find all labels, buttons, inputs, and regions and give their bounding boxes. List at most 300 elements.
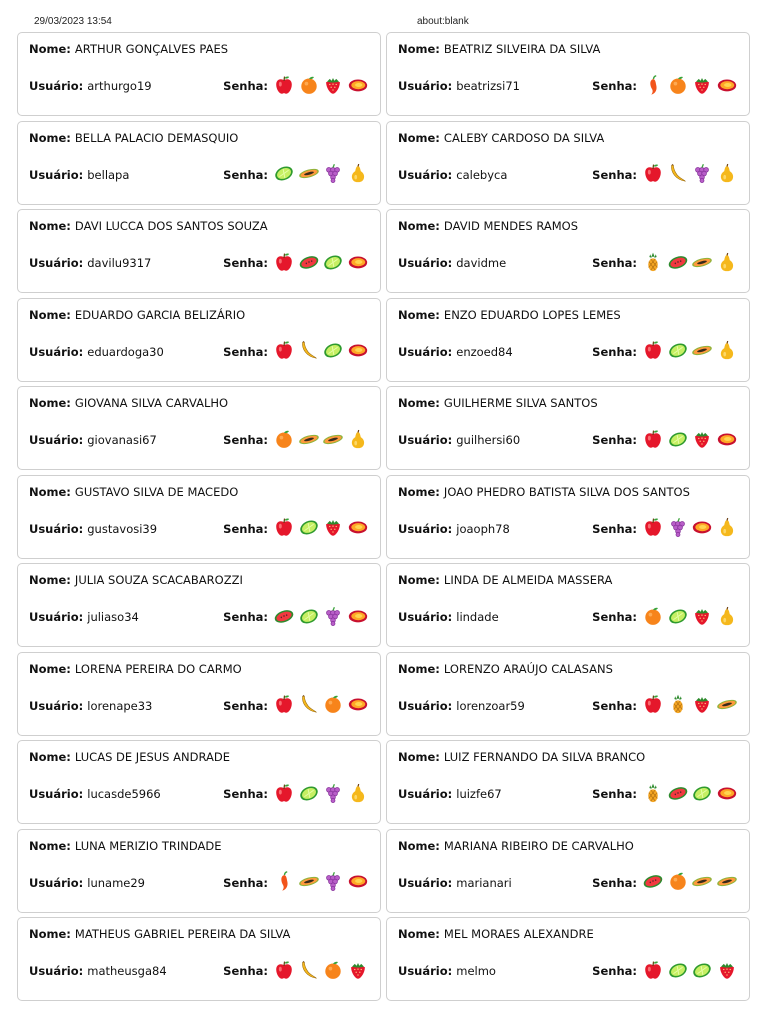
student-username: giovanasi67 [87,433,157,447]
student-name: MATHEUS GABRIEL PEREIRA DA SILVA [74,927,291,941]
pear-icon [715,161,740,185]
password-label: Senha: [592,433,637,447]
papaya-icon [690,250,715,274]
student-name: MEL MORAES ALEXANDRE [443,927,594,941]
name-row [29,131,372,145]
password-label: Senha: [592,875,637,890]
user-row [398,964,496,978]
student-username: lindade [456,610,499,624]
student-name: JOAO PHEDRO BATISTA SILVA DOS SANTOS [443,484,690,499]
papaya-icon [715,692,740,716]
user-row [398,522,510,536]
password-label: Senha: [223,964,268,978]
user-row [29,876,145,890]
strawberry-icon [690,427,715,451]
password-fruits [272,250,370,277]
print-datetime: 29/03/2023 13:54 [34,16,112,27]
student-username: lorenzoar59 [456,698,525,713]
student-card [386,475,750,559]
student-username: luname29 [87,875,145,890]
orange-icon [641,604,666,628]
password-label: Senha: [592,256,637,270]
orange-icon [321,958,346,982]
apple-icon [272,338,297,362]
password-row [223,604,370,630]
password-row [592,339,739,365]
orange-icon [666,73,691,97]
user-label: Usuário: [29,256,88,270]
student-card [386,32,750,116]
name-row [29,485,372,499]
student-name: LUCAS DE JESUS ANDRADE [74,750,230,764]
user-label: Usuário: [398,787,457,801]
student-name: GIOVANA SILVA CARVALHO [74,396,229,410]
print-url: about:blank [417,16,469,27]
name-label: Nome: [398,750,444,764]
grapes-icon [321,604,346,628]
name-label: Nome: [29,838,75,853]
name-label: Nome: [29,661,75,676]
password-fruits [272,604,370,631]
user-row [29,522,157,536]
papaya-icon [297,161,322,185]
watermelon-icon [272,604,297,628]
password-row [592,604,739,630]
pineapple-icon [641,250,666,274]
password-label: Senha: [592,79,637,93]
password-row [223,870,370,896]
password-fruits [272,73,370,100]
name-row [29,42,372,56]
name-row [29,219,372,233]
user-label: Usuário: [398,610,457,624]
user-label: Usuário: [29,521,88,536]
password-row [223,73,370,99]
password-row [592,250,739,276]
papaya-icon [690,869,715,893]
password-fruits [272,781,370,808]
password-label: Senha: [223,344,268,359]
orange-icon [321,692,346,716]
password-fruits [641,958,739,985]
password-row [223,516,370,542]
name-label: Nome: [398,130,444,145]
student-name: LORENZO ARAÚJO CALASANS [443,661,613,676]
orange-icon [297,73,322,97]
mango-icon [346,250,371,274]
name-row [29,662,372,676]
apple-icon [272,781,297,805]
name-row [398,131,741,145]
password-label: Senha: [592,610,637,624]
orange-icon [666,869,691,893]
name-label: Nome: [29,573,75,587]
student-card [17,386,381,470]
user-label: Usuário: [398,256,457,270]
password-fruits [641,73,739,100]
name-row [29,750,372,764]
password-fruits [272,515,370,542]
student-card [17,32,381,116]
lime-icon [321,338,346,362]
password-fruits [272,869,370,896]
strawberry-icon [346,958,371,982]
student-name: GUILHERME SILVA SANTOS [443,396,598,410]
pepper-icon [641,73,666,97]
student-username: matheusga84 [87,964,167,978]
student-name: BELLA PALACIO DEMASQUIO [74,130,239,145]
strawberry-icon [321,73,346,97]
watermelon-icon [297,250,322,274]
password-row [592,693,739,719]
user-label: Usuário: [398,964,457,978]
name-label: Nome: [398,484,444,499]
name-label: Nome: [398,838,444,853]
lime-icon [666,958,691,982]
apple-icon [272,250,297,274]
papaya-icon [297,427,322,451]
banana-icon [666,161,691,185]
name-row [398,662,741,676]
grapes-icon [690,161,715,185]
name-label: Nome: [29,307,75,322]
lime-icon [297,604,322,628]
user-row [29,787,161,801]
password-fruits [641,515,739,542]
user-label: Usuário: [29,964,88,978]
password-fruits [641,250,739,277]
student-username: lorenape33 [87,698,153,713]
name-row [29,573,372,587]
user-label: Usuário: [29,610,88,624]
user-label: Usuário: [29,433,88,447]
password-label: Senha: [223,521,268,536]
password-label: Senha: [592,521,637,536]
name-row [398,485,741,499]
mango-icon [690,515,715,539]
name-label: Nome: [398,219,444,233]
user-label: Usuário: [29,79,88,93]
password-fruits [272,692,370,719]
student-username: melmo [456,964,496,978]
name-row [398,42,741,56]
password-label: Senha: [592,344,637,359]
password-label: Senha: [223,787,268,801]
user-label: Usuário: [29,787,88,801]
apple-icon [641,692,666,716]
password-label: Senha: [592,167,637,182]
apple-icon [641,338,666,362]
strawberry-icon [715,958,740,982]
apple-icon [272,692,297,716]
student-username: joaoph78 [456,521,510,536]
student-card [386,740,750,824]
user-row [29,699,152,713]
student-card [386,386,750,470]
lime-icon [666,604,691,628]
password-fruits [641,869,739,896]
student-card [17,917,381,1001]
user-row [398,876,512,890]
password-row [223,250,370,276]
student-card [17,475,381,559]
student-name: MARIANA RIBEIRO DE CARVALHO [443,838,634,853]
password-row [223,693,370,719]
student-card [386,121,750,205]
student-card-grid [17,32,750,1001]
user-row [398,256,506,270]
user-row [398,79,520,93]
mango-icon [346,338,371,362]
pear-icon [346,427,371,451]
user-row [29,610,139,624]
name-row [398,750,741,764]
password-label: Senha: [592,698,637,713]
lime-icon [666,338,691,362]
pear-icon [346,161,371,185]
user-row [398,610,499,624]
banana-icon [297,692,322,716]
student-name: GUSTAVO SILVA DE MACEDO [74,484,239,499]
password-row [592,427,739,453]
student-username: calebyca [456,167,508,182]
pear-icon [715,515,740,539]
name-label: Nome: [29,927,75,941]
papaya-icon [715,869,740,893]
pear-icon [715,338,740,362]
lime-icon [321,250,346,274]
student-name: EDUARDO GARCIA BELIZÁRIO [74,307,246,322]
name-row [398,927,741,941]
name-row [29,839,372,853]
password-label: Senha: [223,256,268,270]
password-fruits [641,338,739,365]
name-row [398,396,741,410]
papaya-icon [690,338,715,362]
password-label: Senha: [223,433,268,447]
user-label: Usuário: [398,698,457,713]
lime-icon [272,161,297,185]
user-row [29,168,129,182]
student-card [17,829,381,913]
name-row [29,927,372,941]
student-username: arthurgo19 [87,79,152,93]
student-card [17,652,381,736]
user-label: Usuário: [29,698,88,713]
user-row [398,168,507,182]
student-name: ARTHUR GONÇALVES PAES [74,42,229,56]
student-card [386,652,750,736]
name-label: Nome: [29,42,75,56]
student-username: davidme [456,256,507,270]
password-fruits [641,781,739,808]
pineapple-icon [666,692,691,716]
user-label: Usuário: [29,167,88,182]
password-fruits [272,958,370,985]
user-label: Usuário: [398,79,457,93]
user-row [29,79,152,93]
password-label: Senha: [223,167,268,182]
student-name: LUNA MERIZIO TRINDADE [74,838,222,853]
password-fruits [641,692,739,719]
password-fruits [272,161,370,188]
user-row [398,787,502,801]
password-label: Senha: [223,875,268,890]
student-card [17,121,381,205]
password-row [223,339,370,365]
password-fruits [272,338,370,365]
pear-icon [346,781,371,805]
banana-icon [297,958,322,982]
user-row [398,699,525,713]
password-row [592,162,739,188]
name-label: Nome: [398,42,444,56]
user-label: Usuário: [29,344,88,359]
mango-icon [346,515,371,539]
grapes-icon [321,869,346,893]
name-label: Nome: [29,130,75,145]
user-row [29,433,157,447]
user-label: Usuário: [398,433,457,447]
watermelon-icon [666,781,691,805]
student-card [386,563,750,647]
password-row [592,516,739,542]
papaya-icon [321,427,346,451]
mango-icon [715,73,740,97]
strawberry-icon [321,515,346,539]
apple-icon [272,958,297,982]
password-row [592,870,739,896]
apple-icon [272,515,297,539]
password-label: Senha: [223,610,268,624]
password-fruits [272,427,370,454]
name-row [398,839,741,853]
student-username: marianari [456,875,512,890]
password-label: Senha: [223,79,268,93]
student-name: BEATRIZ SILVEIRA DA SILVA [443,42,601,56]
student-name: LUIZ FERNANDO DA SILVA BRANCO [443,750,646,764]
name-label: Nome: [398,396,444,410]
name-row [398,219,741,233]
user-label: Usuário: [398,521,457,536]
name-row [29,396,372,410]
password-row [223,427,370,453]
student-username: eduardoga30 [87,344,164,359]
name-label: Nome: [398,661,444,676]
grapes-icon [321,781,346,805]
student-name: JULIA SOUZA SCACABAROZZI [74,573,243,587]
apple-icon [272,73,297,97]
print-header [0,16,768,30]
student-name: DAVID MENDES RAMOS [443,219,579,233]
student-username: juliaso34 [87,610,139,624]
password-row [223,958,370,984]
student-card [386,298,750,382]
student-card [386,829,750,913]
password-row [223,781,370,807]
student-username: bellapa [87,167,130,182]
lime-icon [297,515,322,539]
user-row [29,256,151,270]
papaya-icon [297,869,322,893]
student-name: DAVI LUCCA DOS SANTOS SOUZA [74,219,268,233]
password-fruits [641,604,739,631]
lime-icon [690,781,715,805]
student-username: beatrizsi71 [456,79,520,93]
student-card [17,740,381,824]
student-username: gustavosi39 [87,521,158,536]
apple-icon [641,958,666,982]
user-label: Usuário: [398,167,457,182]
mango-icon [715,427,740,451]
name-row [398,308,741,322]
name-row [398,573,741,587]
strawberry-icon [690,692,715,716]
user-row [29,345,164,359]
user-row [398,345,513,359]
banana-icon [297,338,322,362]
watermelon-icon [641,869,666,893]
mango-icon [715,781,740,805]
student-name: ENZO EDUARDO LOPES LEMES [443,307,621,322]
name-label: Nome: [29,219,75,233]
password-label: Senha: [592,964,637,978]
password-label: Senha: [223,698,268,713]
name-label: Nome: [398,307,444,322]
student-username: davilu9317 [87,256,152,270]
password-label: Senha: [592,787,637,801]
pear-icon [715,250,740,274]
student-username: guilhersi60 [456,433,521,447]
user-row [398,433,520,447]
student-card [17,563,381,647]
student-card [17,298,381,382]
name-label: Nome: [29,484,75,499]
lime-icon [297,781,322,805]
student-card [386,917,750,1001]
name-row [29,308,372,322]
name-label: Nome: [29,750,75,764]
name-label: Nome: [29,396,75,410]
student-username: lucasde5966 [87,787,161,801]
pineapple-icon [641,781,666,805]
password-row [592,958,739,984]
name-label: Nome: [398,573,444,587]
mango-icon [346,73,371,97]
strawberry-icon [690,73,715,97]
apple-icon [641,427,666,451]
student-card [386,209,750,293]
password-row [592,73,739,99]
pear-icon [715,604,740,628]
user-label: Usuário: [398,344,457,359]
strawberry-icon [690,604,715,628]
password-fruits [641,161,739,188]
student-username: enzoed84 [456,344,513,359]
password-row [592,781,739,807]
password-row [223,162,370,188]
user-label: Usuário: [29,875,88,890]
user-label: Usuário: [398,875,457,890]
name-label: Nome: [398,927,444,941]
student-name: CALEBY CARDOSO DA SILVA [443,130,605,145]
mango-icon [346,604,371,628]
lime-icon [690,958,715,982]
grapes-icon [321,161,346,185]
pepper-icon [272,869,297,893]
apple-icon [641,161,666,185]
student-card [17,209,381,293]
